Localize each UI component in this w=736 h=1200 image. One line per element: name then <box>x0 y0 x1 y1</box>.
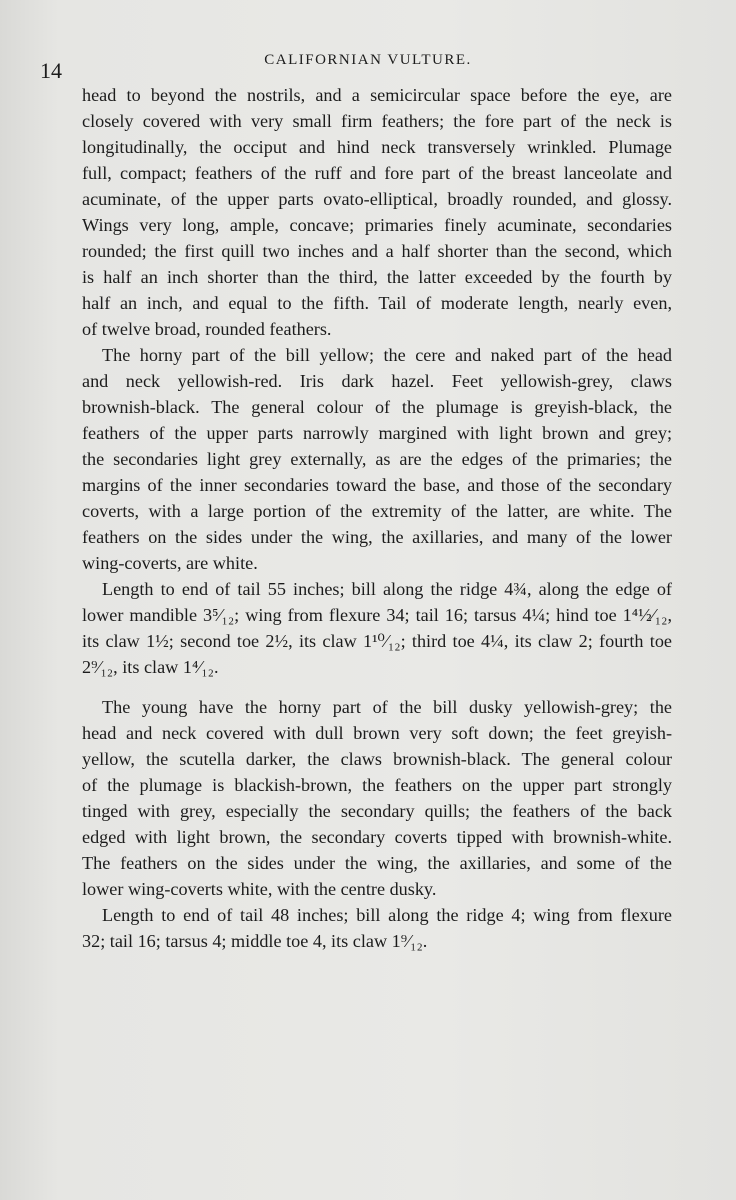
text-line: The horny part of the bill yellow; the cere and naked part of the head <box>102 345 672 365</box>
paragraph <box>82 342 672 576</box>
paragraph <box>82 82 672 342</box>
paragraph <box>82 694 672 902</box>
text-line: half an inch, and equal to the fifth. Tail of moderate length, nearly even, <box>82 293 672 313</box>
text-line: closely covered with very small firm feathers; the fore part of the neck is <box>82 111 672 131</box>
text-line: is half an inch shorter than the third, the latter exceeded by the fourth by <box>82 267 672 287</box>
text-line: margins of the inner secondaries toward the base, and those of the secondary <box>82 475 672 495</box>
text-line: the secondaries light grey externally, as are the edges of the primaries; the <box>82 449 672 469</box>
running-title: CALIFORNIAN VULTURE. <box>264 52 472 68</box>
paragraph <box>82 576 672 680</box>
text-line: brownish-black. The general colour of the plumage is greyish-black, the <box>82 397 672 417</box>
paragraph <box>82 902 672 954</box>
text-line: Length to end of tail 48 inches; bill along the ridge 4; wing from flexure <box>102 905 672 925</box>
text-line: coverts, with a large portion of the extremity of the latter, are white. The <box>82 501 672 521</box>
text-line: The feathers on the sides under the wing, the axillaries, and some of the <box>82 853 672 873</box>
text-line: and neck yellowish-red. Iris dark hazel. Feet yellowish-grey, claws <box>82 371 672 391</box>
text-line: lower mandible 3⁵⁄₁₂; wing from flexure 34; tail 16; tarsus 4¼; hind toe 1⁴½⁄₁₂, <box>82 605 672 625</box>
text-line: rounded; the first quill two inches and a half shorter than the second, which <box>82 241 672 261</box>
text-line: head and neck covered with dull brown very soft down; the feet greyish- <box>82 723 672 743</box>
text-line: feathers of the upper parts narrowly margined with light brown and grey; <box>82 423 672 443</box>
page-body <box>82 82 672 954</box>
text-line: longitudinally, the occiput and hind neck transversely wrinkled. Plumage <box>82 137 672 157</box>
text-line: acuminate, of the upper parts ovato-elliptical, broadly rounded, and glossy. <box>82 189 672 209</box>
text-line: Wings very long, ample, concave; primaries finely acuminate, secondaries <box>82 215 672 235</box>
page-number: 14 <box>40 58 62 83</box>
text-line: tinged with grey, especially the secondary quills; the feathers of the back <box>82 801 672 821</box>
text-line: of twelve broad, rounded feathers. <box>82 319 332 339</box>
text-line: The young have the horny part of the bill dusky yellowish-grey; the <box>102 697 672 717</box>
text-line: 32; tail 16; tarsus 4; middle toe 4, its claw 1⁹⁄₁₂. <box>82 931 428 951</box>
text-line: yellow, the scutella darker, the claws brownish-black. The general colour <box>82 749 672 769</box>
text-line: head to beyond the nostrils, and a semicircular space before the eye, are <box>82 85 672 105</box>
text-line: Length to end of tail 55 inches; bill along the ridge 4¾, along the edge of <box>102 579 672 599</box>
text-line: its claw 1½; second toe 2½, its claw 1¹⁰⁄₁₂; third toe 4¼, its claw 2; fourth toe <box>82 631 672 651</box>
text-line: feathers on the sides under the wing, the axillaries, and many of the lower <box>82 527 672 547</box>
paragraph-gap <box>82 680 672 694</box>
text-line: edged with light brown, the secondary coverts tipped with brownish-white. <box>82 827 672 847</box>
text-line: lower wing-coverts white, with the centre dusky. <box>82 879 437 899</box>
text-line: full, compact; feathers of the ruff and fore part of the breast lanceolate and <box>82 163 672 183</box>
text-line: of the plumage is blackish-brown, the feathers on the upper part strongly <box>82 775 672 795</box>
text-line: wing-coverts, are white. <box>82 553 258 573</box>
text-line: 2⁹⁄₁₂, its claw 1⁴⁄₁₂. <box>82 657 219 677</box>
